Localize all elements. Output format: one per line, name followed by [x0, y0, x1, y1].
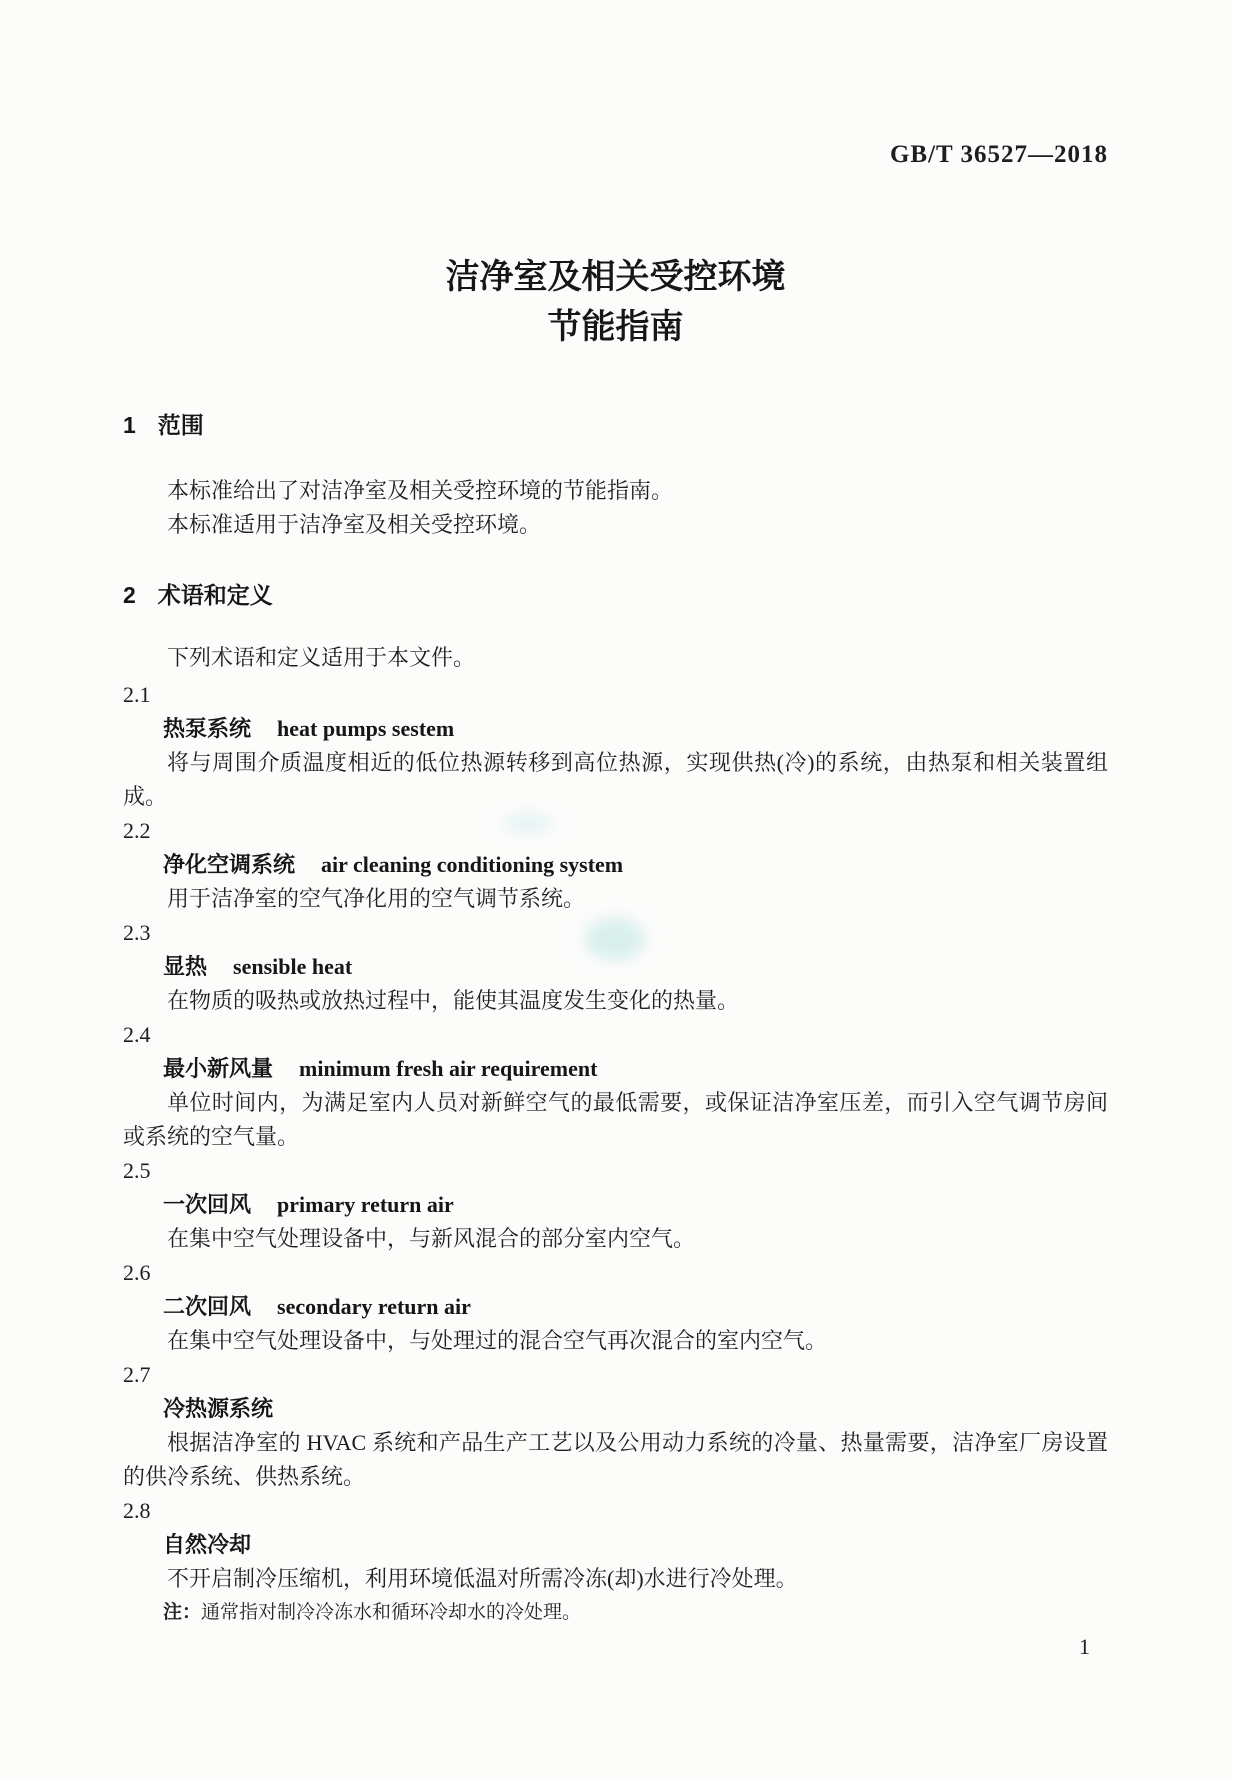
term-name: [163, 950, 1108, 984]
term-name-zh: 最小新风量: [163, 1056, 274, 1081]
document-title: [123, 252, 1108, 352]
term-definition: 在物质的吸热或放热过程中，能使其温度发生变化的热量。: [167, 988, 740, 1013]
term-2-6: [123, 1256, 1108, 1358]
term-note: [163, 1596, 1108, 1630]
term-name-zh: 一次回风: [163, 1192, 252, 1217]
term-name-zh: 自然冷却: [163, 1532, 252, 1557]
term-2-3: [123, 916, 1108, 1018]
terms-intro: 下列术语和定义适用于本文件。: [167, 645, 476, 670]
term-name: [163, 712, 1108, 746]
section-1-body: [123, 474, 1108, 542]
term-definition: 单位时间内，为满足室内人员对新鲜空气的最低需要，或保证洁净室压差，而引入空气调节房间或系统的空气量。: [123, 1090, 1108, 1149]
section-1-heading: [123, 408, 1108, 442]
term-definition: 将与周围介质温度相近的低位热源转移到高位热源，实现供热(冷)的系统，由热泵和相关装置组成。: [123, 750, 1108, 809]
term-name: [163, 1290, 1108, 1324]
term-definition: 不开启制冷压缩机，利用环境低温对所需冷冻(却)水进行冷处理。: [167, 1566, 798, 1591]
term-name-zh: 冷热源系统: [163, 1396, 274, 1421]
term-name-zh: 热泵系统: [163, 716, 252, 741]
note-body: 通常指对制冷冷冻水和循环冷却水的冷处理。: [201, 1602, 582, 1623]
scope-paragraph: 本标准给出了对洁净室及相关受控环境的节能指南。: [167, 478, 674, 503]
section-1-number: 1: [123, 412, 136, 438]
section-2-number: 2: [123, 582, 136, 608]
term-name: [163, 1052, 1108, 1086]
term-name: [163, 848, 1108, 882]
term-number: 2.6: [123, 1260, 151, 1285]
term-name: [163, 1528, 1108, 1562]
standard-code: GB/T 36527—2018: [889, 141, 1108, 168]
section-2-heading: [123, 578, 1108, 612]
term-name-en: secondary return air: [277, 1294, 471, 1319]
term-number: 2.4: [123, 1022, 151, 1047]
term-number: 2.7: [123, 1362, 151, 1387]
terms-list: [123, 678, 1108, 1630]
term-2-7: [123, 1358, 1108, 1494]
term-2-1: [123, 678, 1108, 814]
term-name-en: primary return air: [277, 1192, 454, 1217]
term-number: 2.3: [123, 920, 151, 945]
title-line-2: 节能指南: [547, 308, 684, 346]
term-definition: 在集中空气处理设备中，与处理过的混合空气再次混合的室内空气。: [167, 1328, 828, 1353]
page-number: 1: [1079, 1634, 1090, 1659]
term-number: 2.5: [123, 1158, 151, 1183]
term-definition: 根据洁净室的 HVAC 系统和产品生产工艺以及公用动力系统的冷量、热量需要，洁净室厂房设置的供冷系统、供热系统。: [123, 1430, 1108, 1489]
term-name: [163, 1392, 1108, 1426]
term-name-en: minimum fresh air requirement: [299, 1056, 598, 1081]
title-line-1: 洁净室及相关受控环境: [445, 258, 786, 296]
term-name: [163, 1188, 1108, 1222]
term-definition: 在集中空气处理设备中，与新风混合的部分室内空气。: [167, 1226, 696, 1251]
term-2-5: [123, 1154, 1108, 1256]
term-definition: 用于洁净室的空气净化用的空气调节系统。: [167, 886, 586, 911]
term-number: 2.1: [123, 682, 151, 707]
scope-paragraph: 本标准适用于洁净室及相关受控环境。: [167, 512, 542, 537]
term-name-en: heat pumps sestem: [277, 716, 455, 741]
section-2-label: 术语和定义: [157, 582, 273, 608]
note-prefix: 注：: [163, 1602, 202, 1623]
term-name-zh: 二次回风: [163, 1294, 252, 1319]
term-number: 2.8: [123, 1498, 151, 1523]
term-2-4: [123, 1018, 1108, 1154]
term-name-zh: 净化空调系统: [163, 852, 296, 877]
term-number: 2.2: [123, 818, 151, 843]
term-2-8: [123, 1494, 1108, 1630]
term-name-en: air cleaning conditioning system: [321, 852, 624, 877]
section-1-label: 范围: [157, 412, 204, 438]
term-name-en: sensible heat: [233, 954, 353, 979]
term-2-2: [123, 814, 1108, 916]
term-name-zh: 显热: [163, 954, 208, 979]
